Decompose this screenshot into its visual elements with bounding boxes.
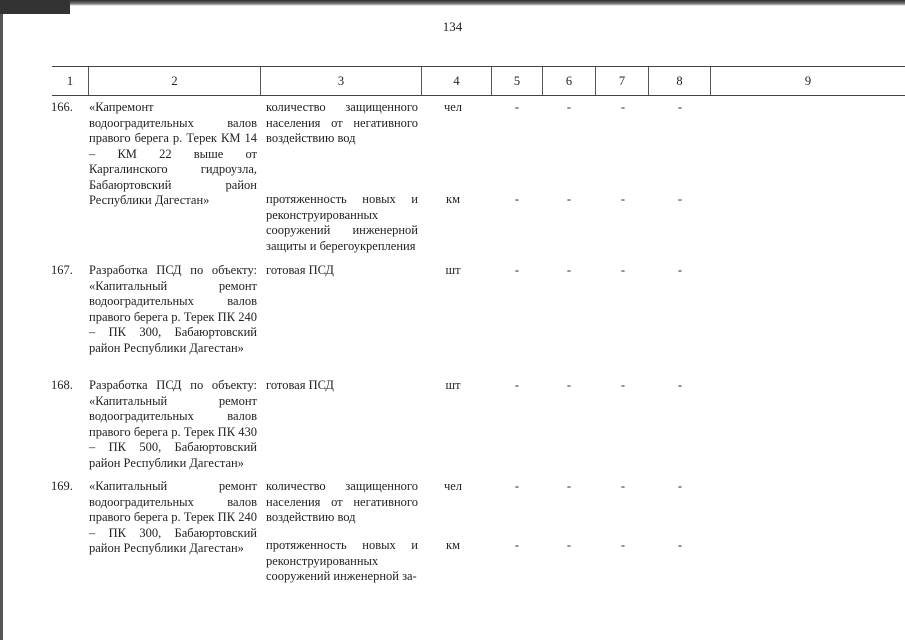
indicator-unit: чел [443,479,463,493]
scan-edge-top [0,0,905,6]
indicator-name: готовая ПСД [266,263,334,277]
indicator-unit: шт [445,378,461,392]
object-description: «Капремонт водооградительных валов правого берега р. Терек КМ 14 – КМ 22 выше от Каргалинского гидроузла, Бабаюртовский район Республики Дагестан» [89,100,257,207]
scan-edge-left [0,0,3,640]
indicator-name: протяженность новых и реконструированных сооружений инженерной защиты и берегоукрепления [266,192,418,253]
indicator-unit: км [446,538,460,552]
value-col-6: - [566,538,572,552]
column-header-2: 2 [88,67,260,95]
value-col-7: - [620,192,626,206]
value-col-8: - [677,192,683,206]
object-description: Разработка ПСД по объекту: «Капитальный ремонт водооградительных валов правого берега р. Терек ПК 430 – ПК 500, Бабаюртовский район Республики Дагестан» [89,378,257,470]
object-description: «Капитальный ремонт водооградительных валов правого берега р. Терек ПК 240 – ПК 300, Бабаюртовский район Республики Дагестан» [89,479,257,555]
page-number: 134 [442,19,463,34]
value-col-6: - [566,263,572,277]
row-number: 168. [51,378,73,392]
column-header-7: 7 [595,67,648,95]
value-col-5: - [514,100,520,114]
value-col-8: - [677,378,683,392]
scan-corner-mark [0,0,70,14]
value-col-6: - [566,479,572,493]
indicator-unit: км [446,192,460,206]
column-header-9: 9 [710,67,905,95]
table-header [52,66,905,96]
value-col-7: - [620,378,626,392]
indicator-name: количество защищенного населения от негативного воздействию вод [266,479,418,524]
row-number: 169. [51,479,73,493]
indicator-name: готовая ПСД [266,378,334,392]
value-col-5: - [514,192,520,206]
indicator-name: количество защищенного населения от негативного воздействию вод [266,100,418,145]
column-header-4: 4 [421,67,491,95]
column-header-8: 8 [648,67,710,95]
value-col-5: - [514,378,520,392]
column-header-3: 3 [260,67,421,95]
value-col-7: - [620,263,626,277]
value-col-8: - [677,100,683,114]
value-col-6: - [566,192,572,206]
row-number: 167. [51,263,73,277]
object-description: Разработка ПСД по объекту: «Капитальный ремонт водооградительных валов правого берега р. Терек ПК 240 – ПК 300, Бабаюртовский район Республики Дагестан» [89,263,257,355]
column-header-6: 6 [542,67,595,95]
value-col-8: - [677,538,683,552]
row-number: 166. [51,100,73,114]
value-col-6: - [566,100,572,114]
indicator-name: протяженность новых и реконструированных сооружений инженерной за- [266,538,418,583]
column-header-1: 1 [66,74,74,88]
value-col-8: - [677,263,683,277]
value-col-5: - [514,263,520,277]
value-col-6: - [566,378,572,392]
value-col-8: - [677,479,683,493]
value-col-7: - [620,538,626,552]
indicator-unit: шт [445,263,461,277]
column-header-5: 5 [491,67,542,95]
value-col-5: - [514,538,520,552]
indicator-unit: чел [443,100,463,114]
value-col-7: - [620,479,626,493]
value-col-7: - [620,100,626,114]
value-col-5: - [514,479,520,493]
